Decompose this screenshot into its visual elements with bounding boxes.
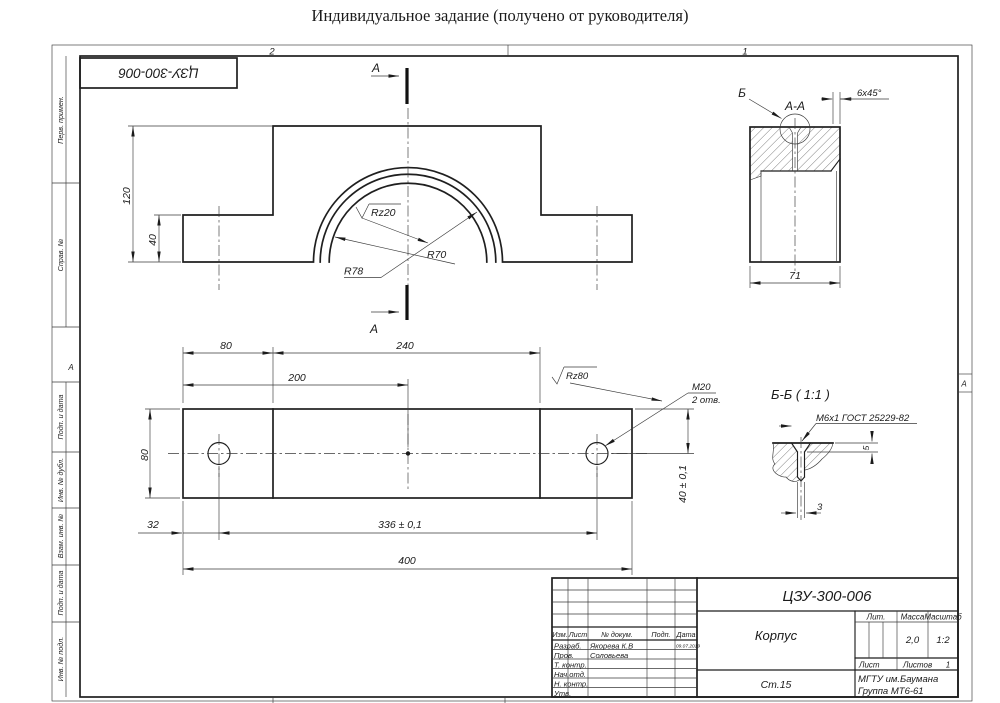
dim-80-label: 80 <box>220 340 232 352</box>
dim-40-label: 40 <box>147 234 159 246</box>
dim-80-width-label: 80 <box>139 449 151 461</box>
row-razrab-date: 09.07.2019 <box>676 644 701 650</box>
margin-label-podp-data: Подп. и дата <box>56 394 65 440</box>
row-nkontr-label: Н. контр. <box>554 679 589 689</box>
col-podp: Подп. <box>651 630 671 639</box>
section-letter: А <box>372 61 381 75</box>
row-nachotd-label: Нач.отд. <box>554 670 587 679</box>
dim-40-tol-label: 40 ± 0,1 <box>677 465 689 503</box>
page-title: Индивидуальное задание (получено от руководителя) <box>311 6 689 25</box>
lit-header: Лит. <box>866 612 886 622</box>
row-utv-label: Утв. <box>554 689 572 698</box>
dim-5-label: 5 <box>861 445 871 451</box>
margin-label-inv-podl: Инв. № подл. <box>56 636 65 682</box>
scale-value: 1:2 <box>936 635 950 646</box>
dim-336-label: 336 ± 0,1 <box>378 519 422 531</box>
dim-3-label: 3 <box>817 502 823 513</box>
section-aa-label: А-А <box>784 99 806 113</box>
section-mark-top <box>371 61 407 104</box>
row-razrab-name: Якорева К.В <box>590 641 634 651</box>
col-data: Дата <box>676 630 696 639</box>
margin-label-vzam-inv: Взам. инв. № <box>56 513 65 559</box>
margin-label-podp-data-2: Подп. и дата <box>56 570 65 616</box>
zone-number-1: 1 <box>742 46 748 58</box>
center-point <box>406 451 410 455</box>
row-prov-name: Соловьева <box>590 651 629 660</box>
thread-callout-m20: М20 <box>692 382 711 393</box>
col-izm: Изм. <box>552 630 568 639</box>
chamfer-label: 6x45° <box>857 88 882 99</box>
zone-letter-left: А <box>68 363 74 372</box>
zone-number-2: 2 <box>269 46 275 58</box>
margin-label-sprav-no: Справ. № <box>56 238 65 272</box>
row-tkontr-label: Т. контр. <box>554 660 587 670</box>
radius-r70-label: R70 <box>427 249 447 261</box>
col-list: Лист <box>568 630 588 639</box>
margin-label-inv-dubl: Инв. № дубл. <box>56 457 65 503</box>
title-block-designation: ЦЗУ-300-006 <box>782 588 872 605</box>
detail-b-letter: Б <box>738 86 746 100</box>
sheets-header: Листов <box>903 660 933 670</box>
mass-header: Масса <box>900 612 925 622</box>
section-letter: А <box>370 322 379 336</box>
col-doc: № докум. <box>601 630 633 639</box>
org-name-line2: Группа МТ6-61 <box>858 686 924 697</box>
stamp-designation-rotated: ЦЗУ-300-006 <box>118 65 199 81</box>
thread-spec-label: М6х1 ГОСТ 25229-82 <box>816 413 910 424</box>
dim-400-label: 400 <box>398 555 416 567</box>
title-block <box>552 578 962 698</box>
scale-header: Масштаб <box>924 612 962 622</box>
sheet-header: Лист <box>859 660 880 670</box>
margin-label-perv-primen: Перв. примен. <box>56 96 65 144</box>
sheets-value: 1 <box>945 660 951 670</box>
roughness-rz80-label: Rz80 <box>566 371 589 382</box>
dim-32-label: 32 <box>147 519 159 531</box>
section-aa-view <box>738 86 889 288</box>
front-outline <box>183 126 632 262</box>
dim-120-label: 120 <box>121 187 133 205</box>
stamp-box <box>80 58 237 88</box>
detail-bb-view <box>771 387 917 520</box>
left-margin-column <box>52 56 80 697</box>
dim-71-label: 71 <box>789 270 801 282</box>
roughness-icon <box>552 367 564 384</box>
front-view <box>121 61 632 336</box>
row-prov-label: Пров. <box>554 651 575 660</box>
zone-letter-right: А <box>961 379 967 389</box>
material-label: Ст.15 <box>760 679 792 691</box>
detail-bb-title: Б-Б ( 1:1 ) <box>771 387 830 402</box>
plan-view <box>138 340 721 575</box>
roughness-icon <box>356 204 369 218</box>
section-mark-bottom <box>369 285 407 336</box>
org-name-line1: МГТУ им.Баумана <box>858 674 939 685</box>
dim-240-label: 240 <box>396 340 414 352</box>
radius-r78-label: R78 <box>344 265 364 278</box>
dim-200-label: 200 <box>288 372 306 384</box>
mass-value: 2,0 <box>905 635 920 646</box>
row-razrab-label: Разраб. <box>554 641 582 651</box>
thread-callout-holes: 2 отв. <box>692 395 721 406</box>
roughness-rz20-label: Rz20 <box>371 207 396 219</box>
part-name: Корпус <box>754 628 798 643</box>
